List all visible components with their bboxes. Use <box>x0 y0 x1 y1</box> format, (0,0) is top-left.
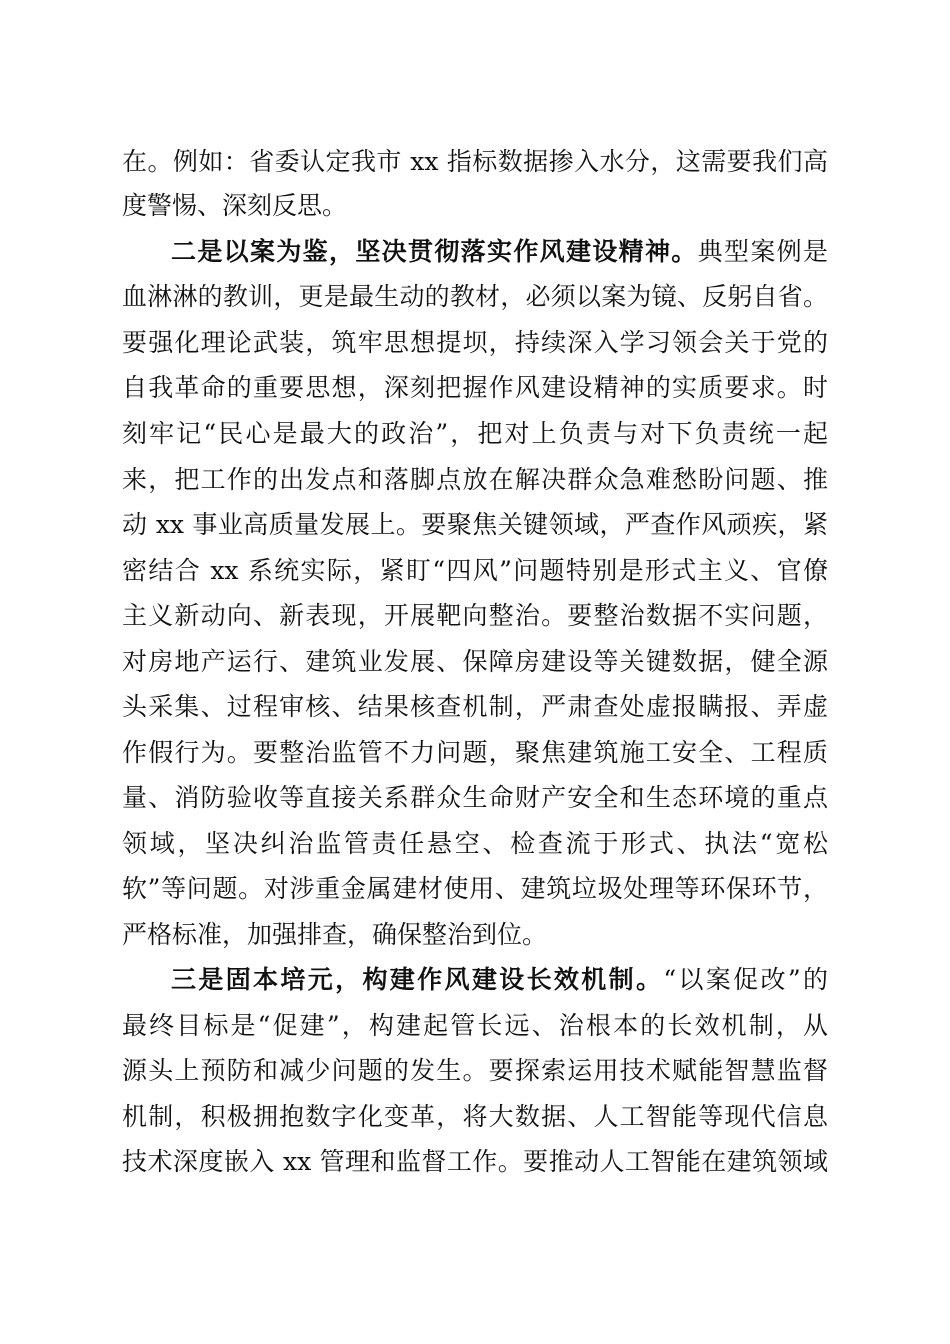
paragraph-first-line <box>171 232 828 272</box>
text-line: 对房地产运行、建筑业发展、保障房建设等关键数据，健全源 <box>122 647 828 676</box>
text-line: 机制，积极拥抱数字化变革，将大数据、人工智能等现代信息 <box>122 1102 828 1131</box>
text-line: 作假行为。要整治监管不力问题，聚焦建筑施工安全、工程质 <box>122 738 828 767</box>
text-line: 软”等问题。对涉重金属建材使用、建筑垃圾处理等环保环节， <box>122 874 828 903</box>
text-line: 领域，坚决纠治监管责任悬空、检查流于形式、执法“宽松 <box>122 829 828 858</box>
paragraph-first-line <box>171 960 828 1000</box>
text-line: 刻牢记“民心是最大的政治”，把对上负责与对下负责统一起 <box>122 419 828 448</box>
text-line: 度警惕、深刻反思。 <box>122 191 348 220</box>
text-line: 头采集、过程审核、结果核查机制，严肃查处虚报瞒报、弄虚 <box>122 692 828 721</box>
text-line: 自我革命的重要思想，深刻把握作风建设精神的实质要求。时 <box>122 373 828 402</box>
text-span: “以案促改”的 <box>663 965 828 994</box>
section-heading: 二是以案为鉴，坚决贯彻落实作风建设精神。 <box>171 237 698 266</box>
text-line: 在。例如：省委认定我市 xx 指标数据掺入水分，这需要我们高 <box>122 147 828 176</box>
text-line: 严格标准，加强排查，确保整治到位。 <box>122 920 548 949</box>
text-line: 要强化理论武装，筑牢思想提坝，持续深入学习领会关于党的 <box>122 328 828 357</box>
text-line: 密结合 xx 系统实际，紧盯“四风”问题特别是形式主义、官僚 <box>122 556 828 585</box>
text-line: 血淋淋的教训，更是最生动的教材，必须以案为镜、反躬自省。 <box>122 282 828 311</box>
text-line: 源头上预防和减少问题的发生。要探索运用技术赋能智慧监督 <box>122 1056 828 1085</box>
text-line: 主义新动向、新表现，开展靶向整治。要整治数据不实问题， <box>122 601 828 630</box>
text-line: 技术深度嵌入 xx 管理和监督工作。要推动人工智能在建筑领域 <box>122 1147 828 1176</box>
text-line: 动 xx 事业高质量发展上。要聚焦关键领域，严查作风顽疾，紧 <box>122 510 828 539</box>
text-line: 量、消防验收等直接关系群众生命财产安全和生态环境的重点 <box>122 783 828 812</box>
text-span: 典型案例是 <box>697 237 828 266</box>
text-line: 最终目标是“促建”，构建起管长远、治根本的长效机制，从 <box>122 1011 828 1040</box>
section-heading: 三是固本培元，构建作风建设长效机制。 <box>171 965 664 994</box>
text-line: 来，把工作的出发点和落脚点放在解决群众急难愁盼问题、推 <box>122 465 828 494</box>
